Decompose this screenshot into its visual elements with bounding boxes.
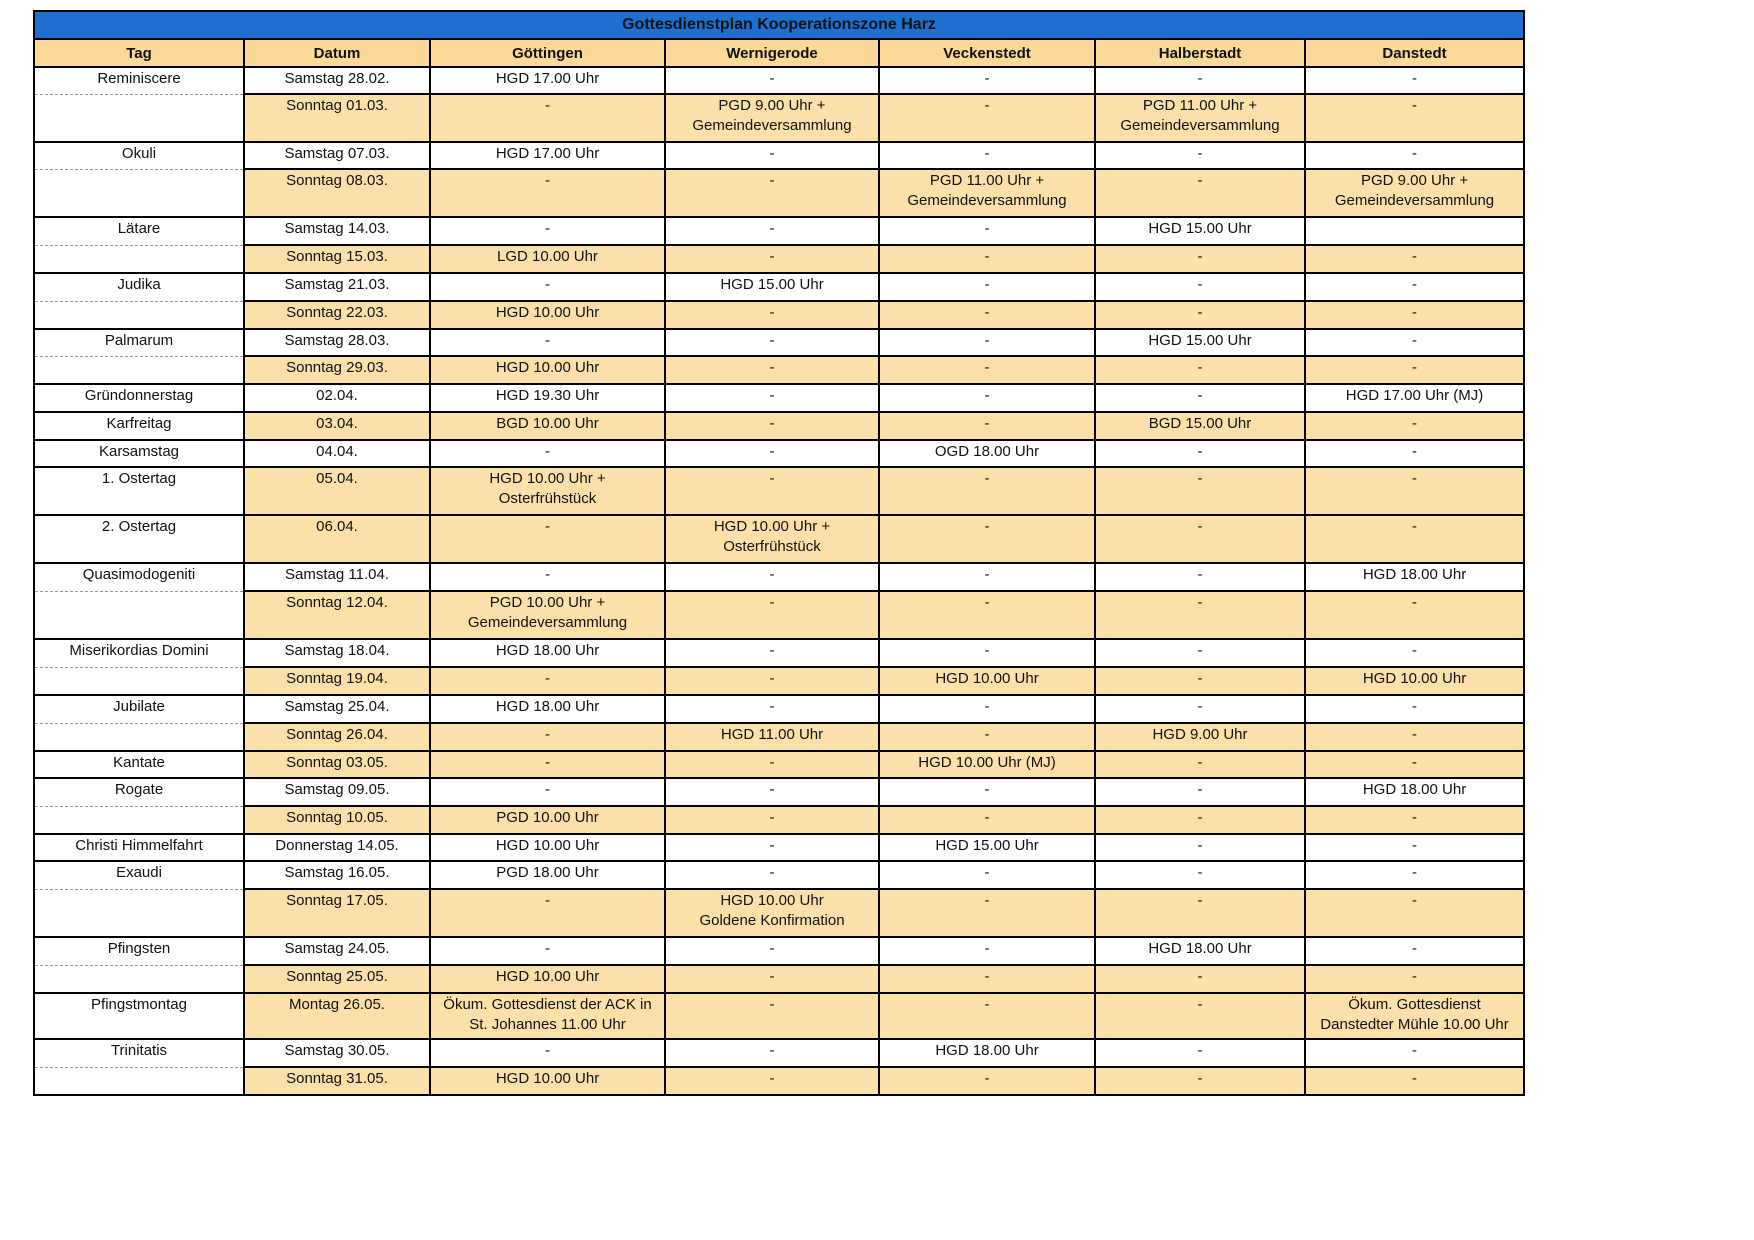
goettingen-cell: - <box>430 273 665 301</box>
wernigerode-cell: - <box>665 217 879 245</box>
veckenstedt-cell: - <box>879 384 1095 412</box>
danstedt-cell: - <box>1305 67 1524 94</box>
halberstadt-cell: HGD 15.00 Uhr <box>1095 329 1305 356</box>
wernigerode-cell: - <box>665 965 879 993</box>
goettingen-cell: - <box>430 94 665 142</box>
table-row <box>34 329 1524 356</box>
veckenstedt-cell: - <box>879 412 1095 440</box>
goettingen-cell: PGD 18.00 Uhr <box>430 861 665 889</box>
danstedt-cell: - <box>1305 937 1524 965</box>
header-datum: Datum <box>244 39 430 67</box>
halberstadt-cell: BGD 15.00 Uhr <box>1095 412 1305 440</box>
datum-cell: 02.04. <box>244 384 430 412</box>
datum-cell: Samstag 28.03. <box>244 329 430 356</box>
table-row <box>34 1039 1524 1067</box>
datum-cell: Samstag 25.04. <box>244 695 430 723</box>
tag-cell: Trinitatis <box>34 1039 244 1067</box>
tag-cell <box>34 169 244 217</box>
datum-cell: Sonntag 25.05. <box>244 965 430 993</box>
danstedt-cell: - <box>1305 965 1524 993</box>
danstedt-cell: - <box>1305 695 1524 723</box>
halberstadt-cell: - <box>1095 695 1305 723</box>
wernigerode-cell: - <box>665 440 879 467</box>
goettingen-cell: Ökum. Gottesdienst der ACK in St. Johannes 11.00 Uhr <box>430 993 665 1039</box>
goettingen-cell: - <box>430 889 665 937</box>
goettingen-cell: HGD 10.00 Uhr + Osterfrühstück <box>430 467 665 515</box>
table-row <box>34 937 1524 965</box>
wernigerode-cell: - <box>665 861 879 889</box>
danstedt-cell: HGD 18.00 Uhr <box>1305 778 1524 806</box>
halberstadt-cell: - <box>1095 384 1305 412</box>
halberstadt-cell: PGD 11.00 Uhr + Gemeindeversammlung <box>1095 94 1305 142</box>
tag-cell: Miserikordias Domini <box>34 639 244 667</box>
table-row <box>34 384 1524 412</box>
tag-cell: Gründonnerstag <box>34 384 244 412</box>
tag-cell: Pfingsten <box>34 937 244 965</box>
danstedt-cell: - <box>1305 245 1524 273</box>
halberstadt-cell: HGD 15.00 Uhr <box>1095 217 1305 245</box>
datum-cell: Samstag 11.04. <box>244 563 430 591</box>
veckenstedt-cell: HGD 10.00 Uhr <box>879 667 1095 695</box>
veckenstedt-cell: - <box>879 356 1095 384</box>
veckenstedt-cell: HGD 10.00 Uhr (MJ) <box>879 751 1095 778</box>
danstedt-cell: - <box>1305 142 1524 169</box>
table-row <box>34 67 1524 94</box>
veckenstedt-cell: - <box>879 245 1095 273</box>
halberstadt-cell: - <box>1095 751 1305 778</box>
danstedt-cell: - <box>1305 861 1524 889</box>
veckenstedt-cell: - <box>879 591 1095 639</box>
wernigerode-cell: - <box>665 639 879 667</box>
tag-cell <box>34 965 244 993</box>
tag-cell <box>34 1067 244 1095</box>
table-row <box>34 217 1524 245</box>
tag-cell <box>34 591 244 639</box>
veckenstedt-cell: - <box>879 329 1095 356</box>
goettingen-cell: - <box>430 217 665 245</box>
goettingen-cell: - <box>430 667 665 695</box>
tag-cell: Kantate <box>34 751 244 778</box>
wernigerode-cell: - <box>665 834 879 861</box>
tag-cell: Okuli <box>34 142 244 169</box>
halberstadt-cell: - <box>1095 169 1305 217</box>
goettingen-cell: PGD 10.00 Uhr + Gemeindeversammlung <box>430 591 665 639</box>
table-row <box>34 467 1524 515</box>
datum-cell: Sonntag 03.05. <box>244 751 430 778</box>
tag-cell <box>34 245 244 273</box>
halberstadt-cell: - <box>1095 965 1305 993</box>
wernigerode-cell: - <box>665 245 879 273</box>
halberstadt-cell: - <box>1095 67 1305 94</box>
table-row <box>34 1067 1524 1095</box>
veckenstedt-cell: - <box>879 965 1095 993</box>
tag-cell <box>34 301 244 329</box>
wernigerode-cell: - <box>665 1067 879 1095</box>
datum-cell: Montag 26.05. <box>244 993 430 1039</box>
table-row <box>34 412 1524 440</box>
danstedt-cell: - <box>1305 515 1524 563</box>
halberstadt-cell: - <box>1095 1039 1305 1067</box>
danstedt-cell: Ökum. Gottesdienst Danstedter Mühle 10.00 Uhr <box>1305 993 1524 1039</box>
table-row <box>34 667 1524 695</box>
goettingen-cell: - <box>430 563 665 591</box>
tag-cell: Exaudi <box>34 861 244 889</box>
tag-cell: Christi Himmelfahrt <box>34 834 244 861</box>
table-row <box>34 751 1524 778</box>
table-row <box>34 440 1524 467</box>
wernigerode-cell: - <box>665 356 879 384</box>
tag-cell: 2. Ostertag <box>34 515 244 563</box>
table-row <box>34 889 1524 937</box>
goettingen-cell: HGD 19.30 Uhr <box>430 384 665 412</box>
goettingen-cell: HGD 17.00 Uhr <box>430 142 665 169</box>
wernigerode-cell: HGD 11.00 Uhr <box>665 723 879 751</box>
datum-cell: Samstag 07.03. <box>244 142 430 169</box>
danstedt-cell: - <box>1305 301 1524 329</box>
danstedt-cell: - <box>1305 1067 1524 1095</box>
halberstadt-cell: - <box>1095 245 1305 273</box>
wernigerode-cell: - <box>665 751 879 778</box>
veckenstedt-cell: - <box>879 217 1095 245</box>
veckenstedt-cell: - <box>879 94 1095 142</box>
halberstadt-cell: - <box>1095 667 1305 695</box>
danstedt-cell: - <box>1305 412 1524 440</box>
danstedt-cell: - <box>1305 889 1524 937</box>
goettingen-cell: HGD 17.00 Uhr <box>430 67 665 94</box>
tag-cell <box>34 723 244 751</box>
danstedt-cell: - <box>1305 94 1524 142</box>
datum-cell: Sonntag 17.05. <box>244 889 430 937</box>
table-row <box>34 591 1524 639</box>
wernigerode-cell: - <box>665 67 879 94</box>
wernigerode-cell: - <box>665 993 879 1039</box>
veckenstedt-cell: - <box>879 695 1095 723</box>
wernigerode-cell: - <box>665 778 879 806</box>
danstedt-cell: - <box>1305 1039 1524 1067</box>
wernigerode-cell: - <box>665 563 879 591</box>
veckenstedt-cell: - <box>879 1067 1095 1095</box>
table-row <box>34 142 1524 169</box>
goettingen-cell: HGD 10.00 Uhr <box>430 356 665 384</box>
tag-cell: Reminiscere <box>34 67 244 94</box>
danstedt-cell: - <box>1305 591 1524 639</box>
danstedt-cell: - <box>1305 356 1524 384</box>
wernigerode-cell: - <box>665 329 879 356</box>
goettingen-cell: PGD 10.00 Uhr <box>430 806 665 834</box>
table-row <box>34 169 1524 217</box>
header-halberstadt: Halberstadt <box>1095 39 1305 67</box>
veckenstedt-cell: - <box>879 861 1095 889</box>
halberstadt-cell: - <box>1095 993 1305 1039</box>
datum-cell: Sonntag 19.04. <box>244 667 430 695</box>
datum-cell: 05.04. <box>244 467 430 515</box>
table-row <box>34 301 1524 329</box>
halberstadt-cell: - <box>1095 301 1305 329</box>
table-row <box>34 993 1524 1039</box>
danstedt-cell <box>1305 217 1524 245</box>
veckenstedt-cell: - <box>879 301 1095 329</box>
header-danstedt: Danstedt <box>1305 39 1524 67</box>
goettingen-cell: - <box>430 515 665 563</box>
goettingen-cell: HGD 10.00 Uhr <box>430 1067 665 1095</box>
danstedt-cell: HGD 18.00 Uhr <box>1305 563 1524 591</box>
halberstadt-cell: - <box>1095 591 1305 639</box>
danstedt-cell: - <box>1305 723 1524 751</box>
wernigerode-cell: - <box>665 384 879 412</box>
wernigerode-cell: - <box>665 695 879 723</box>
tag-cell: Pfingstmontag <box>34 993 244 1039</box>
datum-cell: Samstag 21.03. <box>244 273 430 301</box>
halberstadt-cell: - <box>1095 142 1305 169</box>
table-row <box>34 563 1524 591</box>
halberstadt-cell: - <box>1095 778 1305 806</box>
datum-cell: Sonntag 31.05. <box>244 1067 430 1095</box>
wernigerode-cell: - <box>665 667 879 695</box>
veckenstedt-cell: - <box>879 563 1095 591</box>
tag-cell: Quasimodogeniti <box>34 563 244 591</box>
goettingen-cell: HGD 18.00 Uhr <box>430 695 665 723</box>
veckenstedt-cell: - <box>879 889 1095 937</box>
wernigerode-cell: HGD 10.00 Uhr + Osterfrühstück <box>665 515 879 563</box>
danstedt-cell: - <box>1305 806 1524 834</box>
danstedt-cell: - <box>1305 639 1524 667</box>
table-row <box>34 245 1524 273</box>
wernigerode-cell: - <box>665 806 879 834</box>
veckenstedt-cell: - <box>879 515 1095 563</box>
veckenstedt-cell: - <box>879 67 1095 94</box>
header-wernigerode: Wernigerode <box>665 39 879 67</box>
tag-cell: 1. Ostertag <box>34 467 244 515</box>
goettingen-cell: - <box>430 723 665 751</box>
datum-cell: Donnerstag 14.05. <box>244 834 430 861</box>
goettingen-cell: - <box>430 329 665 356</box>
datum-cell: Samstag 16.05. <box>244 861 430 889</box>
table-row <box>34 94 1524 142</box>
wernigerode-cell: - <box>665 301 879 329</box>
goettingen-cell: HGD 10.00 Uhr <box>430 965 665 993</box>
goettingen-cell: LGD 10.00 Uhr <box>430 245 665 273</box>
danstedt-cell: HGD 17.00 Uhr (MJ) <box>1305 384 1524 412</box>
goettingen-cell: - <box>430 778 665 806</box>
goettingen-cell: - <box>430 440 665 467</box>
tag-cell: Rogate <box>34 778 244 806</box>
halberstadt-cell: - <box>1095 861 1305 889</box>
goettingen-cell: HGD 18.00 Uhr <box>430 639 665 667</box>
datum-cell: Sonntag 15.03. <box>244 245 430 273</box>
table-row <box>34 778 1524 806</box>
wernigerode-cell: - <box>665 937 879 965</box>
datum-cell: 06.04. <box>244 515 430 563</box>
halberstadt-cell: - <box>1095 440 1305 467</box>
tag-cell: Lätare <box>34 217 244 245</box>
halberstadt-cell: - <box>1095 273 1305 301</box>
table-title: Gottesdienstplan Kooperationszone Harz <box>34 11 1524 39</box>
goettingen-cell: - <box>430 751 665 778</box>
table-row <box>34 639 1524 667</box>
header-veckenstedt: Veckenstedt <box>879 39 1095 67</box>
datum-cell: Sonntag 22.03. <box>244 301 430 329</box>
danstedt-cell: - <box>1305 440 1524 467</box>
halberstadt-cell: - <box>1095 356 1305 384</box>
halberstadt-cell: - <box>1095 1067 1305 1095</box>
table-row <box>34 356 1524 384</box>
tag-cell: Karfreitag <box>34 412 244 440</box>
tag-cell <box>34 806 244 834</box>
veckenstedt-cell: - <box>879 639 1095 667</box>
datum-cell: Samstag 30.05. <box>244 1039 430 1067</box>
table-row <box>34 723 1524 751</box>
datum-cell: Samstag 14.03. <box>244 217 430 245</box>
veckenstedt-cell: - <box>879 142 1095 169</box>
halberstadt-cell: - <box>1095 806 1305 834</box>
datum-cell: Sonntag 08.03. <box>244 169 430 217</box>
veckenstedt-cell: PGD 11.00 Uhr + Gemeindeversammlung <box>879 169 1095 217</box>
halberstadt-cell: HGD 9.00 Uhr <box>1095 723 1305 751</box>
veckenstedt-cell: - <box>879 778 1095 806</box>
goettingen-cell: - <box>430 169 665 217</box>
veckenstedt-cell: - <box>879 723 1095 751</box>
wernigerode-cell: - <box>665 142 879 169</box>
datum-cell: Sonntag 10.05. <box>244 806 430 834</box>
goettingen-cell: HGD 10.00 Uhr <box>430 301 665 329</box>
wernigerode-cell: - <box>665 467 879 515</box>
header-goettingen: Göttingen <box>430 39 665 67</box>
table-row <box>34 965 1524 993</box>
goettingen-cell: BGD 10.00 Uhr <box>430 412 665 440</box>
wernigerode-cell: - <box>665 1039 879 1067</box>
tag-cell <box>34 889 244 937</box>
datum-cell: 03.04. <box>244 412 430 440</box>
datum-cell: Sonntag 29.03. <box>244 356 430 384</box>
datum-cell: Sonntag 01.03. <box>244 94 430 142</box>
table-row <box>34 861 1524 889</box>
danstedt-cell: - <box>1305 751 1524 778</box>
danstedt-cell: - <box>1305 273 1524 301</box>
danstedt-cell: - <box>1305 329 1524 356</box>
halberstadt-cell: - <box>1095 563 1305 591</box>
veckenstedt-cell: - <box>879 273 1095 301</box>
danstedt-cell: - <box>1305 467 1524 515</box>
goettingen-cell: HGD 10.00 Uhr <box>430 834 665 861</box>
table-row <box>34 515 1524 563</box>
table-row <box>34 695 1524 723</box>
wernigerode-cell: - <box>665 591 879 639</box>
datum-cell: Sonntag 26.04. <box>244 723 430 751</box>
datum-cell: Samstag 18.04. <box>244 639 430 667</box>
goettingen-cell: - <box>430 937 665 965</box>
tag-cell <box>34 356 244 384</box>
tag-cell: Jubilate <box>34 695 244 723</box>
veckenstedt-cell: HGD 15.00 Uhr <box>879 834 1095 861</box>
danstedt-cell: PGD 9.00 Uhr + Gemeindeversammlung <box>1305 169 1524 217</box>
table-row <box>34 273 1524 301</box>
veckenstedt-cell: - <box>879 806 1095 834</box>
halberstadt-cell: - <box>1095 834 1305 861</box>
tag-cell: Judika <box>34 273 244 301</box>
wernigerode-cell: HGD 10.00 Uhr Goldene Konfirmation <box>665 889 879 937</box>
halberstadt-cell: - <box>1095 889 1305 937</box>
table-row <box>34 834 1524 861</box>
wernigerode-cell: - <box>665 412 879 440</box>
wernigerode-cell: - <box>665 169 879 217</box>
tag-cell <box>34 667 244 695</box>
tag-cell: Karsamstag <box>34 440 244 467</box>
tag-cell <box>34 94 244 142</box>
halberstadt-cell: HGD 18.00 Uhr <box>1095 937 1305 965</box>
veckenstedt-cell: - <box>879 993 1095 1039</box>
header-tag: Tag <box>34 39 244 67</box>
datum-cell: 04.04. <box>244 440 430 467</box>
datum-cell: Sonntag 12.04. <box>244 591 430 639</box>
danstedt-cell: - <box>1305 834 1524 861</box>
wernigerode-cell: PGD 9.00 Uhr + Gemeindeversammlung <box>665 94 879 142</box>
halberstadt-cell: - <box>1095 515 1305 563</box>
schedule-body <box>34 67 1524 1095</box>
datum-cell: Samstag 24.05. <box>244 937 430 965</box>
datum-cell: Samstag 09.05. <box>244 778 430 806</box>
service-schedule-table <box>33 10 1525 1096</box>
goettingen-cell: - <box>430 1039 665 1067</box>
halberstadt-cell: - <box>1095 639 1305 667</box>
datum-cell: Samstag 28.02. <box>244 67 430 94</box>
veckenstedt-cell: HGD 18.00 Uhr <box>879 1039 1095 1067</box>
wernigerode-cell: HGD 15.00 Uhr <box>665 273 879 301</box>
table-row <box>34 806 1524 834</box>
halberstadt-cell: - <box>1095 467 1305 515</box>
veckenstedt-cell: OGD 18.00 Uhr <box>879 440 1095 467</box>
tag-cell: Palmarum <box>34 329 244 356</box>
danstedt-cell: HGD 10.00 Uhr <box>1305 667 1524 695</box>
veckenstedt-cell: - <box>879 937 1095 965</box>
veckenstedt-cell: - <box>879 467 1095 515</box>
